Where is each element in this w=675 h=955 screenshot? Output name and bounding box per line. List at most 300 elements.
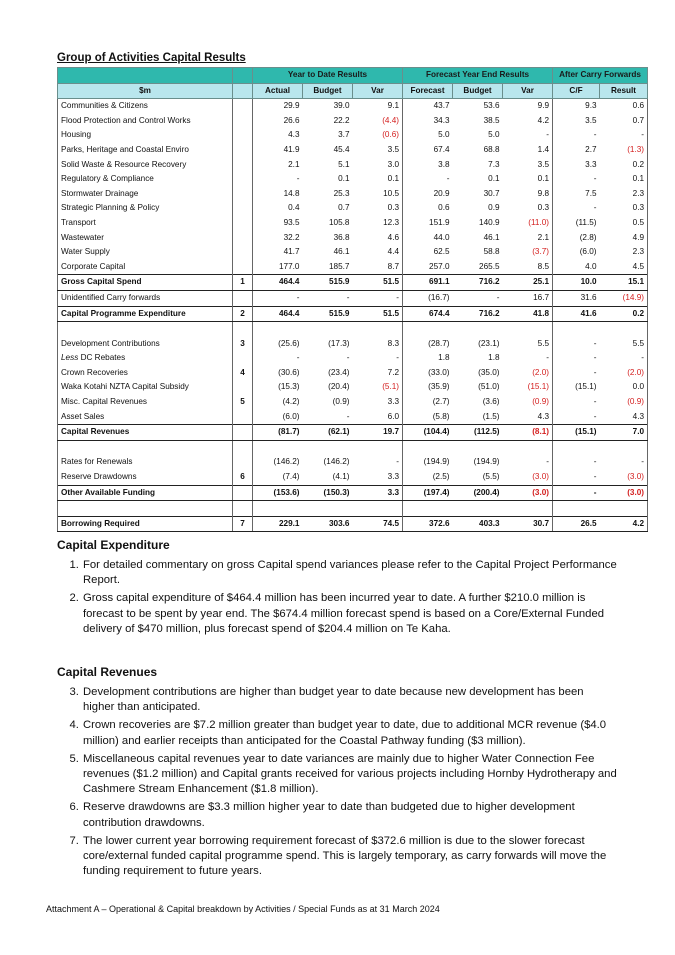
cell-value: 32.2 [253, 231, 303, 246]
cell-value: - [396, 353, 400, 363]
cell-value: (20.4) [328, 382, 350, 392]
cell-value: (4.4) [382, 115, 400, 125]
cell-value: (15.3) [253, 380, 303, 395]
cell-value: - [600, 128, 648, 143]
cell-value: 8.7 [387, 261, 400, 271]
table-row [58, 201, 648, 216]
row-label: Solid Waste & Resource Recovery [58, 158, 233, 173]
cell-value: (0.9) [332, 397, 350, 407]
row-note-ref [233, 172, 253, 187]
cell-value: 22.2 [333, 115, 350, 125]
cell-value: 20.9 [403, 187, 453, 202]
cell-value: 257.0 [403, 260, 453, 275]
cell-value: 2.7 [553, 143, 600, 158]
cell-value: 4.2 [600, 516, 648, 532]
row-label: Transport [58, 216, 233, 231]
cell-value: 38.5 [483, 115, 500, 125]
cell-value: 3.5 [537, 159, 550, 169]
cell-value [600, 322, 648, 337]
cell-value: 372.6 [403, 516, 453, 532]
cell-value: - [553, 485, 600, 501]
row-label: Borrowing Required [58, 516, 233, 532]
col-forecast-header: Forecast [403, 83, 453, 99]
forecast-group-header: Forecast Year End Results [403, 68, 553, 84]
cell-value: 0.6 [403, 201, 453, 216]
cell-value: 1.8 [403, 351, 453, 366]
row-label: Crown Recoveries [58, 366, 233, 381]
row-label: Stormwater Drainage [58, 187, 233, 202]
cell-value: 464.4 [253, 306, 303, 322]
table-row [58, 260, 648, 275]
table-row [58, 158, 648, 173]
cell-value: - [346, 411, 350, 421]
cell-value: 43.7 [403, 99, 453, 114]
cell-value: 5.0 [403, 128, 453, 143]
cell-value: (2.0) [600, 366, 648, 381]
row-note-ref [233, 114, 253, 129]
row-note-ref: 6 [233, 470, 253, 485]
cell-value: - [553, 351, 600, 366]
cell-value: (3.7) [532, 247, 550, 257]
table-row [58, 410, 648, 425]
group-header-row [58, 68, 648, 84]
table-row [58, 455, 648, 470]
cell-value: 6.0 [387, 411, 400, 421]
cell-value: 0.9 [488, 203, 500, 213]
cell-value [553, 322, 600, 337]
cell-value: (104.4) [403, 425, 453, 441]
cell-value: 9.1 [387, 101, 400, 111]
row-label: Wastewater [58, 231, 233, 246]
cell-value: 9.9 [537, 101, 550, 111]
col-result-header: Result [600, 83, 648, 99]
cell-value: 10.0 [553, 275, 600, 291]
row-note-ref [233, 440, 253, 455]
cell-value: 3.3 [387, 397, 400, 407]
cell-value: 5.5 [600, 337, 648, 352]
cell-value: 0.6 [600, 99, 648, 114]
cell-value: 93.5 [253, 216, 303, 231]
row-note-ref [233, 128, 253, 143]
table-row [58, 380, 648, 395]
row-label [58, 440, 233, 455]
cell-value: 403.3 [453, 516, 503, 532]
cell-value: - [253, 172, 303, 187]
table-row [58, 290, 648, 306]
cell-value: (0.9) [532, 397, 550, 407]
cell-value: - [600, 351, 648, 366]
cell-value: - [600, 455, 648, 470]
commentary-item: 4. Crown recoveries are $7.2 million greater than budget year to date, due to additional MCR revenue ($4.0 million) and earlier receipts than anticipated for the Coastal Pathway funding ($3 million). [82, 718, 617, 748]
cell-value: 3.5 [553, 114, 600, 129]
cell-value: (17.3) [328, 338, 350, 348]
cell-value [503, 501, 553, 517]
cell-value: 8.3 [387, 338, 400, 348]
cell-value: 303.6 [303, 516, 353, 532]
cell-value: 4.3 [600, 410, 648, 425]
row-label: Capital Revenues [58, 425, 233, 441]
row-label: Water Supply [58, 245, 233, 260]
cell-value: 15.1 [600, 275, 648, 291]
row-note-ref [233, 322, 253, 337]
cell-value: - [403, 172, 453, 187]
cell-value: 515.9 [303, 306, 353, 322]
cell-value: - [253, 351, 303, 366]
cell-value: 67.4 [403, 143, 453, 158]
cell-value: 25.3 [333, 188, 350, 198]
cell-value [600, 440, 648, 455]
cell-value: - [553, 470, 600, 485]
row-label: Development Contributions [58, 337, 233, 352]
table-row [58, 366, 648, 381]
cell-value: (5.1) [382, 382, 400, 392]
cell-value: (1.5) [482, 411, 500, 421]
cell-value: 7.2 [387, 367, 400, 377]
row-label: Flood Protection and Control Works [58, 114, 233, 129]
table-row [58, 337, 648, 352]
row-note-ref [233, 216, 253, 231]
cell-value: (197.4) [403, 485, 453, 501]
cell-value: 716.2 [453, 306, 503, 322]
commentary-item: 3. Development contributions are higher than budget year to date because new development has been higher than anticipated. [82, 685, 617, 715]
cell-value: 4.9 [600, 231, 648, 246]
cell-value: 691.1 [403, 275, 453, 291]
cell-value: 0.3 [387, 203, 400, 213]
table-row [58, 306, 648, 322]
cell-value: (112.5) [453, 425, 503, 441]
cell-value: (4.1) [332, 472, 350, 482]
row-note-ref: 2 [233, 306, 253, 322]
cell-value: (28.7) [403, 337, 453, 352]
cell-value: 0.5 [600, 216, 648, 231]
row-label: Strategic Planning & Policy [58, 201, 233, 216]
cell-value: (35.0) [478, 367, 500, 377]
capital-expenditure-heading: Capital Expenditure [57, 538, 170, 552]
cell-value: (25.6) [253, 337, 303, 352]
cell-value: 515.9 [303, 275, 353, 291]
table-row [58, 501, 648, 517]
row-label: Regulatory & Compliance [58, 172, 233, 187]
row-label: Housing [58, 128, 233, 143]
cell-value [503, 440, 553, 455]
cell-value: 105.8 [329, 217, 350, 227]
cell-value: 4.6 [387, 232, 400, 242]
cell-value: 41.6 [553, 306, 600, 322]
cell-value: 7.3 [488, 159, 500, 169]
row-label: Corporate Capital [58, 260, 233, 275]
cell-value: (153.6) [253, 485, 303, 501]
cell-value: 46.1 [483, 232, 500, 242]
cell-value: (3.0) [600, 485, 648, 501]
cell-value: - [546, 353, 550, 363]
cell-value [353, 322, 403, 337]
row-label: Other Available Funding [58, 485, 233, 501]
cell-value: 46.1 [333, 247, 350, 257]
col-fbudget-header: Budget [453, 83, 503, 99]
cell-value: (1.3) [600, 143, 648, 158]
row-label: Rates for Renewals [58, 455, 233, 470]
cell-value [253, 322, 303, 337]
cell-value: 30.7 [503, 516, 553, 532]
cell-value: (7.4) [253, 470, 303, 485]
table-row [58, 231, 648, 246]
cell-value: 16.7 [533, 292, 550, 302]
cell-value: 0.3 [537, 203, 550, 213]
cell-value: 0.2 [600, 158, 648, 173]
cell-value: 265.5 [479, 261, 500, 271]
cell-value: 3.3 [553, 158, 600, 173]
cell-value: 0.7 [338, 203, 350, 213]
cell-value: (3.0) [503, 485, 553, 501]
cell-value: (81.7) [253, 425, 303, 441]
cell-value: 44.0 [403, 231, 453, 246]
commentary-item: 7. The lower current year borrowing requirement forecast of $372.6 million is due to the slower forecast core/external funded capital programme spend. This is largely temporary, as carry forwards will move the funding requirement to future years. [82, 834, 617, 880]
cell-value: 58.8 [483, 247, 500, 257]
table-row [58, 322, 648, 337]
cell-value: 4.5 [600, 260, 648, 275]
cell-value: 45.4 [333, 144, 350, 154]
cell-value: - [496, 292, 500, 302]
capital-revenues-section [57, 665, 617, 882]
cell-value: (3.0) [532, 472, 550, 482]
cell-value: 62.5 [403, 245, 453, 260]
row-note-ref [233, 245, 253, 260]
row-label: Misc. Capital Revenues [58, 395, 233, 410]
cell-value: 34.3 [403, 114, 453, 129]
cell-value: 26.6 [253, 114, 303, 129]
cell-value [453, 501, 503, 517]
cell-value: 1.8 [488, 353, 500, 363]
cell-value: 30.7 [483, 188, 500, 198]
row-note-ref: 3 [233, 337, 253, 352]
row-note-ref: 7 [233, 516, 253, 532]
col-actual-header: Actual [253, 83, 303, 99]
commentary-item: 2. Gross capital expenditure of $464.4 million has been incurred year to date. A further $210.0 million is forecast to be spent by year end. The $674.4 million forecast spend is based on a Core/External Funded delivery of $470 million, plus forecast spend of $204.4 million on Te Kaha. [82, 591, 617, 637]
table-row [58, 440, 648, 455]
cell-value: (146.2) [323, 457, 350, 467]
cell-value: 26.5 [553, 516, 600, 532]
row-label: Unidentified Carry forwards [58, 290, 233, 306]
cell-value [503, 322, 553, 337]
row-label [58, 351, 233, 366]
cell-value: 36.8 [333, 232, 350, 242]
table-row [58, 275, 648, 291]
cell-value: 3.0 [387, 159, 400, 169]
cell-value: 0.0 [600, 380, 648, 395]
cell-value: (2.8) [553, 231, 600, 246]
cell-value: (11.5) [553, 216, 600, 231]
cell-value: (3.6) [482, 397, 500, 407]
cell-value [553, 501, 600, 517]
row-note-ref [233, 158, 253, 173]
cell-value [303, 440, 353, 455]
row-note-ref [233, 201, 253, 216]
ytd-group-header: Year to Date Results [253, 68, 403, 84]
cell-value [303, 322, 353, 337]
cell-value: (5.5) [482, 472, 500, 482]
cell-value: - [346, 292, 350, 302]
cell-value: - [553, 172, 600, 187]
table-row [58, 470, 648, 485]
cell-value: (150.3) [303, 485, 353, 501]
cell-value: 51.5 [353, 306, 403, 322]
cell-value [453, 322, 503, 337]
cell-value: 3.5 [387, 144, 400, 154]
cell-value: 7.0 [600, 425, 648, 441]
cell-value: 0.7 [600, 114, 648, 129]
cell-value [353, 501, 403, 517]
table-row [58, 187, 648, 202]
cell-value: (62.1) [303, 425, 353, 441]
cell-value: 3.8 [403, 158, 453, 173]
table-row [58, 425, 648, 441]
row-note-ref [233, 231, 253, 246]
cell-value: (5.8) [403, 410, 453, 425]
cell-value [303, 501, 353, 517]
col-fvar-header: Var [503, 83, 553, 99]
row-label [58, 501, 233, 517]
row-note-ref: 4 [233, 366, 253, 381]
cell-value: (8.1) [503, 425, 553, 441]
table-row [58, 99, 648, 114]
row-note-ref [233, 143, 253, 158]
cell-value: 25.1 [503, 275, 553, 291]
row-note-ref [233, 290, 253, 306]
page-footer: Attachment A – Operational & Capital breakdown by Activities / Special Funds as at 31 March 2024 [46, 904, 440, 914]
capital-results-table [57, 67, 648, 532]
cell-value: 0.2 [600, 306, 648, 322]
cell-value: (0.9) [600, 395, 648, 410]
cell-value: - [253, 290, 303, 306]
cell-value: (6.0) [253, 410, 303, 425]
table-row [58, 245, 648, 260]
row-label: Waka Kotahi NZTA Capital Subsidy [58, 380, 233, 395]
cell-value: (15.1) [553, 380, 600, 395]
row-label-prefix: Less [61, 353, 79, 363]
cell-value: (6.0) [553, 245, 600, 260]
cell-value: 68.8 [483, 144, 500, 154]
table-row [58, 114, 648, 129]
cell-value: 31.6 [553, 290, 600, 306]
row-note-ref [233, 260, 253, 275]
cell-value: 0.1 [338, 174, 350, 184]
cell-value: - [553, 395, 600, 410]
cell-value: (4.2) [253, 395, 303, 410]
cell-value: (30.6) [253, 366, 303, 381]
cell-value: 41.9 [253, 143, 303, 158]
cell-value: 14.8 [253, 187, 303, 202]
cell-value: (16.7) [403, 290, 453, 306]
cell-value: (194.9) [403, 455, 453, 470]
cell-value: 2.3 [600, 245, 648, 260]
cell-value: 8.5 [537, 261, 550, 271]
cell-value: 140.9 [479, 217, 500, 227]
cell-value: 12.3 [383, 217, 400, 227]
cell-value: 5.1 [338, 159, 350, 169]
row-note-ref [233, 501, 253, 517]
col-label-header: $m [58, 83, 233, 99]
cell-value: (11.0) [528, 217, 550, 227]
row-label-text: DC Rebates [78, 353, 126, 363]
cell-value: 4.3 [253, 128, 303, 143]
row-note-ref [233, 187, 253, 202]
cell-value [403, 501, 453, 517]
cell-value: 74.5 [353, 516, 403, 532]
cell-value: 4.2 [537, 115, 550, 125]
cell-value: - [553, 201, 600, 216]
cell-value [353, 440, 403, 455]
cell-value: 19.7 [353, 425, 403, 441]
row-label: Gross Capital Spend [58, 275, 233, 291]
cell-value: (2.0) [532, 367, 550, 377]
cell-value: 5.0 [488, 130, 500, 140]
cell-value [453, 440, 503, 455]
row-label [58, 322, 233, 337]
cell-value: 41.7 [253, 245, 303, 260]
cell-value [553, 440, 600, 455]
cell-value: (2.5) [403, 470, 453, 485]
row-note-ref [233, 99, 253, 114]
cell-value: 151.9 [403, 216, 453, 231]
cell-value: (23.1) [478, 338, 500, 348]
col-cf-header: C/F [553, 83, 600, 99]
cell-value: 4.0 [553, 260, 600, 275]
cell-value: 9.8 [537, 188, 550, 198]
cell-value: 177.0 [253, 260, 303, 275]
cell-value: 4.3 [537, 411, 550, 421]
cell-value: - [553, 128, 600, 143]
cell-value: 3.7 [338, 130, 350, 140]
row-label: Reserve Drawdowns [58, 470, 233, 485]
cell-value: (146.2) [253, 455, 303, 470]
cell-value: 9.3 [553, 99, 600, 114]
cell-value: 0.3 [600, 201, 648, 216]
cell-value: (33.0) [403, 366, 453, 381]
cell-value: 716.2 [453, 275, 503, 291]
cell-value: 5.5 [537, 338, 550, 348]
cell-value: 0.4 [253, 201, 303, 216]
cell-value: 2.1 [253, 158, 303, 173]
col-budget-header: Budget [303, 83, 353, 99]
cell-value: 2.3 [600, 187, 648, 202]
cell-value: - [553, 366, 600, 381]
cell-value: (3.0) [600, 470, 648, 485]
cell-value: 10.5 [383, 188, 400, 198]
cell-value: 53.6 [483, 101, 500, 111]
table-row [58, 516, 648, 532]
cell-value: 0.1 [488, 174, 500, 184]
col-var-header: Var [353, 83, 403, 99]
cell-value: 2.1 [537, 232, 550, 242]
capital-expenditure-section [57, 538, 617, 640]
cell-value: (35.9) [403, 380, 453, 395]
row-note-ref: 1 [233, 275, 253, 291]
table-row [58, 351, 648, 366]
cell-value: 0.1 [387, 174, 400, 184]
cell-value: 39.0 [333, 101, 350, 111]
capital-revenues-heading: Capital Revenues [57, 665, 158, 679]
row-note-ref [233, 410, 253, 425]
row-label: Capital Programme Expenditure [58, 306, 233, 322]
cell-value: (51.0) [478, 382, 500, 392]
after-cf-group-header: After Carry Forwards [553, 68, 648, 84]
table-row [58, 216, 648, 231]
table-body [58, 99, 648, 532]
commentary-item: 6. Reserve drawdowns are $3.3 million higher year to date than budgeted due to higher development contribution drawdowns. [82, 800, 617, 830]
cell-value: 229.1 [253, 516, 303, 532]
cell-value: (15.1) [527, 382, 550, 392]
cell-value: - [553, 455, 600, 470]
